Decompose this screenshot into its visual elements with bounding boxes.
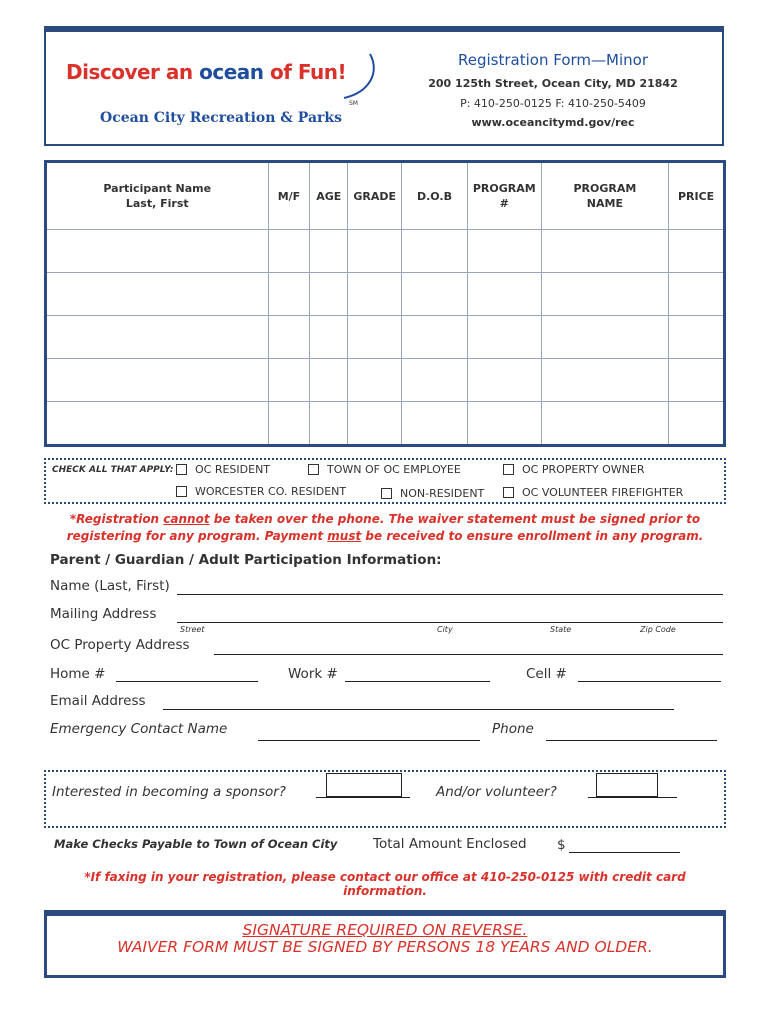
form-title: Registration Form—Minor xyxy=(458,51,648,69)
waiver-note: WAIVER FORM MUST BE SIGNED BY PERSONS 18 YEARS AND OLDER. xyxy=(117,938,653,956)
emergency-phone-field[interactable] xyxy=(546,740,717,741)
checkbox-icon[interactable] xyxy=(381,488,392,499)
col-price: PRICE xyxy=(669,162,725,230)
total-amount-field[interactable] xyxy=(569,852,680,853)
checkbox-icon[interactable] xyxy=(503,464,514,475)
property-address-field[interactable] xyxy=(214,654,723,655)
logo-tagline xyxy=(66,60,346,84)
sponsor-answer-line xyxy=(316,797,410,798)
email-field[interactable] xyxy=(163,709,674,710)
office-phones: P: 410-250-0125 F: 410-250-5409 xyxy=(460,97,646,110)
cell-phone-label: Cell # xyxy=(526,666,567,682)
emergency-phone-label: Phone xyxy=(492,721,534,737)
checkbox-worcester-resident[interactable]: WORCESTER CO. RESIDENT xyxy=(176,485,346,498)
volunteer-answer-box[interactable] xyxy=(596,773,658,797)
logo-discover: Discover an xyxy=(66,60,200,84)
home-phone-label: Home # xyxy=(50,666,106,682)
checkbox-non-resident[interactable]: NON-RESIDENT xyxy=(381,487,484,500)
total-amount-label: Total Amount Enclosed xyxy=(373,836,527,852)
faxing-notice: *If faxing in your registration, please contact our office at 410-250-0125 with credit card information. xyxy=(84,870,686,898)
table-row xyxy=(46,359,725,402)
checkbox-icon[interactable] xyxy=(308,464,319,475)
sponsor-answer-box[interactable] xyxy=(326,773,402,797)
checkbox-icon[interactable] xyxy=(176,486,187,497)
logo-swoosh-icon xyxy=(340,52,380,102)
registration-notice: *Registration cannot be taken over the phone. The waiver statement must be signed prior to registering for any program. Payment must be received to ensure enrollment in any program. xyxy=(66,512,704,543)
emergency-contact-field[interactable] xyxy=(258,740,480,741)
volunteer-answer-line xyxy=(588,797,677,798)
work-phone-label: Work # xyxy=(288,666,338,682)
logo-department: Ocean City Recreation & Parks xyxy=(100,110,342,126)
email-label: Email Address xyxy=(50,693,146,709)
office-address: 200 125th Street, Ocean City, MD 21842 xyxy=(428,77,678,90)
table-row xyxy=(46,273,725,316)
sponsor-question: Interested in becoming a sponsor? xyxy=(52,784,286,800)
table-row xyxy=(46,316,725,359)
city-sublabel: City xyxy=(437,625,453,634)
checkbox-town-employee[interactable]: TOWN OF OC EMPLOYEE xyxy=(308,463,461,476)
work-phone-field[interactable] xyxy=(345,681,490,682)
table-row xyxy=(46,230,725,273)
checkbox-oc-resident[interactable]: OC RESIDENT xyxy=(176,463,270,476)
office-website: www.oceancitymd.gov/rec xyxy=(471,116,635,129)
checkbox-icon[interactable] xyxy=(503,487,514,498)
checkbox-icon[interactable] xyxy=(176,464,187,475)
volunteer-question: And/or volunteer? xyxy=(436,784,557,800)
zip-sublabel: Zip Code xyxy=(640,625,676,634)
state-sublabel: State xyxy=(550,625,572,634)
col-program-number: PROGRAM # xyxy=(467,162,541,230)
table-row xyxy=(46,402,725,446)
mailing-address-label: Mailing Address xyxy=(50,606,157,622)
cell-phone-field[interactable] xyxy=(578,681,721,682)
dollar-sign: $ xyxy=(557,837,566,853)
col-dob: D.O.B xyxy=(402,162,468,230)
col-age: AGE xyxy=(310,162,348,230)
logo-fun: of Fun! xyxy=(263,60,347,84)
property-address-label: OC Property Address xyxy=(50,637,190,653)
name-label: Name (Last, First) xyxy=(50,578,170,594)
mailing-address-field[interactable] xyxy=(177,622,723,623)
guardian-heading: Parent / Guardian / Adult Participation Information: xyxy=(50,552,442,568)
checkbox-volunteer-firefighter[interactable]: OC VOLUNTEER FIREFIGHTER xyxy=(503,486,683,499)
col-participant-name: Participant Name Last, First xyxy=(46,162,269,230)
table-header-row xyxy=(46,162,725,230)
logo-service-mark: SM xyxy=(349,100,358,107)
name-field[interactable] xyxy=(177,594,723,595)
col-grade: GRADE xyxy=(348,162,402,230)
logo-ocean: ocean xyxy=(199,60,264,84)
col-program-name: PROGRAM NAME xyxy=(541,162,668,230)
emergency-contact-label: Emergency Contact Name xyxy=(50,721,228,737)
street-sublabel: Street xyxy=(180,625,205,634)
payable-to-note: Make Checks Payable to Town of Ocean City xyxy=(54,837,338,851)
col-mf: M/F xyxy=(268,162,310,230)
check-all-label: CHECK ALL THAT APPLY: xyxy=(52,465,174,475)
checkbox-property-owner[interactable]: OC PROPERTY OWNER xyxy=(503,463,645,476)
participant-table xyxy=(44,160,726,447)
home-phone-field[interactable] xyxy=(116,681,258,682)
signature-required-note: SIGNATURE REQUIRED ON REVERSE. xyxy=(242,921,528,939)
